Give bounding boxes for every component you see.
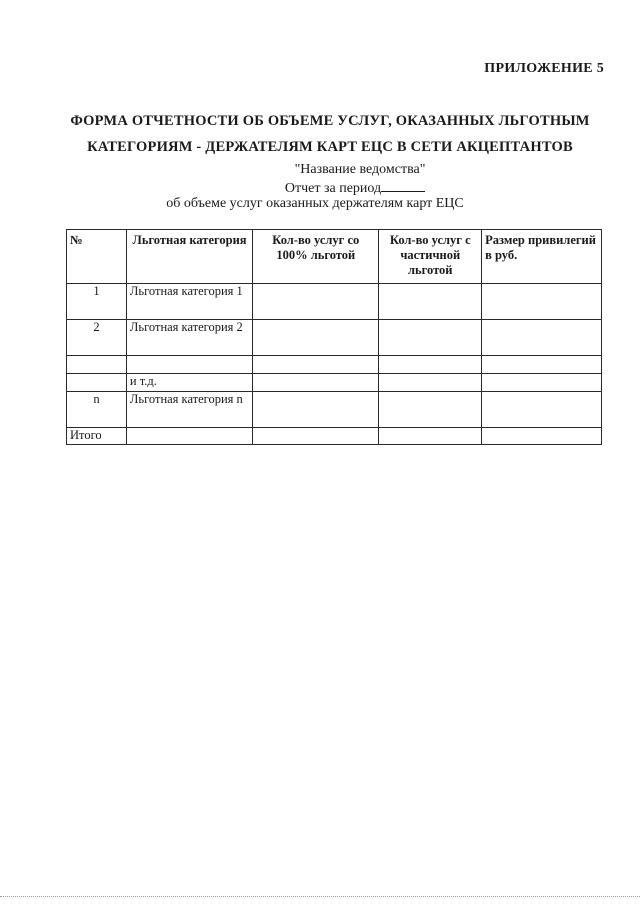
report-about: об объеме услуг оказанных держателям карт ЕЦС: [166, 196, 464, 211]
row-partial-cell: [379, 320, 482, 356]
header-full-benefit: Кол-во услуг со 100% льготой: [253, 230, 379, 284]
agency-name: "Название ведомства": [294, 162, 426, 177]
appendix-label: ПРИЛОЖЕНИЕ 5: [484, 61, 604, 76]
row-size-cell: [482, 356, 602, 374]
scan-edge-line: [0, 896, 640, 897]
row-full-cell: [253, 356, 379, 374]
row-full-cell: [253, 374, 379, 392]
row-size-cell: [482, 374, 602, 392]
header-partial-benefit: Кол-во услуг с частичной льготой: [379, 230, 482, 284]
row-partial-cell: [379, 284, 482, 320]
row-num: [67, 356, 127, 374]
table-row: [67, 356, 602, 374]
total-label: Итого: [67, 428, 127, 445]
row-partial-cell: [379, 356, 482, 374]
total-partial-cell: [379, 428, 482, 445]
header-num: №: [67, 230, 127, 284]
total-category-cell: [126, 428, 252, 445]
row-category: Льготная категория 1: [126, 284, 252, 320]
row-size-cell: [482, 284, 602, 320]
table-row: [67, 320, 602, 356]
row-category: Льготная категория 2: [126, 320, 252, 356]
row-num: 2: [67, 320, 127, 356]
row-size-cell: [482, 392, 602, 428]
table-row: [67, 392, 602, 428]
report-period-label: Отчет за период: [284, 181, 382, 196]
total-size-cell: [482, 428, 602, 445]
table-row: [67, 284, 602, 320]
document-title: [40, 108, 620, 160]
row-category: Льготная категория n: [126, 392, 252, 428]
row-num: [67, 374, 127, 392]
row-num: 1: [67, 284, 127, 320]
row-num: n: [67, 392, 127, 428]
header-category: Льготная категория: [126, 230, 252, 284]
row-category: и т.д.: [126, 374, 252, 392]
report-table: [66, 229, 602, 445]
table-total-row: [67, 428, 602, 445]
row-partial-cell: [379, 374, 482, 392]
title-line-2: КАТЕГОРИЯМ - ДЕРЖАТЕЛЯМ КАРТ ЕЦС В СЕТИ АКЦЕПТАНТОВ: [87, 139, 573, 155]
title-line-1: ФОРМА ОТЧЕТНОСТИ ОБ ОБЪЕМЕ УСЛУГ, ОКАЗАННЫХ ЛЬГОТНЫМ: [70, 113, 590, 129]
total-full-cell: [253, 428, 379, 445]
row-size-cell: [482, 320, 602, 356]
header-privilege-size: Размер привилегий в руб.: [482, 230, 602, 284]
row-partial-cell: [379, 392, 482, 428]
row-full-cell: [253, 320, 379, 356]
row-category: [126, 356, 252, 374]
row-full-cell: [253, 284, 379, 320]
table-header-row: [67, 230, 602, 284]
period-blank-line: [381, 178, 425, 192]
row-full-cell: [253, 392, 379, 428]
table-row: [67, 374, 602, 392]
